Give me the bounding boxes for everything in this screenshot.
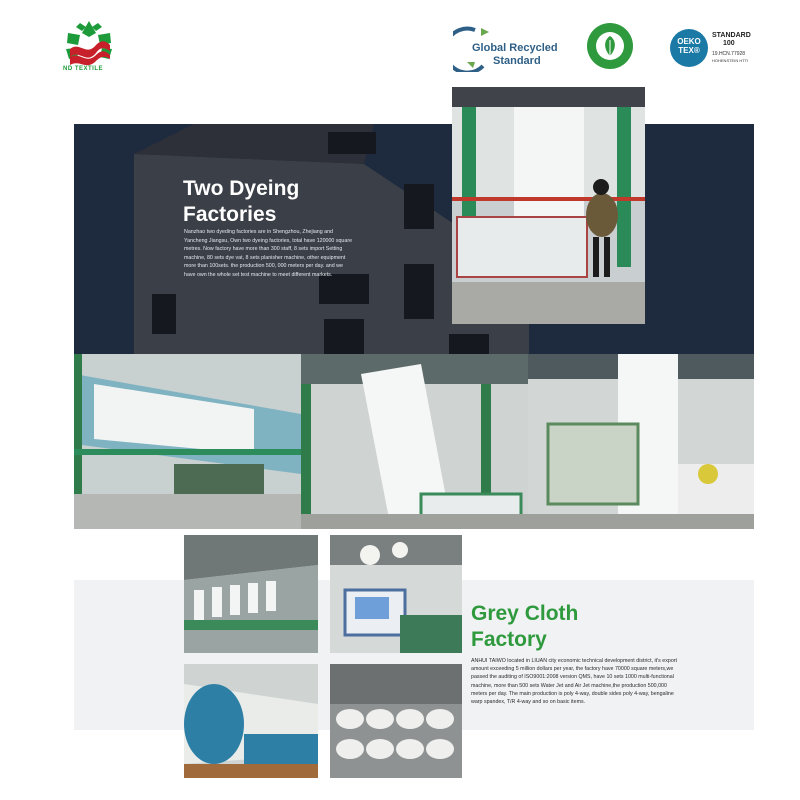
oeko-line1: OEKO <box>677 37 701 46</box>
finishing-machine-photo-2 <box>301 354 528 529</box>
weaving-hall-photo <box>184 535 318 653</box>
dyeing-description: Nanzhao two dyeding factories are in Shengzhou, Zhejiang and Yancheng Jiangsu, Own two dyeing factories, total have 120000 square metres. Now factory have more than 300 staff, 8 sets import Setting machine, 80 sets dye vat, 8 sets planisher machine, other equipment more than 100sets. the production 500, 000 meters per day. and we have own the whole set test machine to meet different markets. <box>184 229 353 278</box>
grey-cloth-title-line2: Factory <box>471 628 547 651</box>
dyeing-mill-worker-photo <box>452 87 645 324</box>
dyeing-title <box>183 176 383 228</box>
grey-cloth-title <box>471 601 671 653</box>
certificate-number: 19.HCN.77928 <box>712 51 746 57</box>
dyeing-title-line1: Two Dyeing <box>183 177 300 200</box>
grey-cloth-rolls-photo <box>330 664 462 778</box>
loom-control-panel-photo <box>330 535 462 653</box>
finishing-machine-photo-1 <box>74 354 301 529</box>
cloth-roll-machine-photo <box>184 664 318 778</box>
grey-cloth-description: ANHUI TAIWO located in LIUAN city economic technical development district, it's export amount exceeding 5 million dollars per year, the factory have 70000 square meters,we passed the auditing of ISO9001:2008 version QMS, have 10 sets 1000 multi-functional machine, more than 500 sets Water Jet and Air Jet machine,the production 500,000 meters per day. The main production is poly 4-way, double sides poly 4-way, bengaline warp spandex, T/R 4-way and so on basic items. <box>471 658 677 706</box>
brand-logo-text: ND TEXTILE <box>63 66 104 72</box>
finishing-machine-photo-3 <box>528 354 754 529</box>
grs-logo-line2: Standard <box>493 55 541 67</box>
certifier-name: HOHENSTEIN HTTI <box>712 58 749 63</box>
dyeing-title-line2: Factories <box>183 203 277 226</box>
standard-number: 100 <box>723 40 735 47</box>
grey-cloth-title-line1: Grey Cloth <box>471 602 579 625</box>
standard-label: STANDARD <box>712 32 751 39</box>
organic-content-standard-logo <box>586 22 634 70</box>
grs-logo-line1: Global Recycled <box>472 42 558 54</box>
oeko-tex-label <box>675 37 703 55</box>
oeko-line2: TEX® <box>678 46 700 55</box>
